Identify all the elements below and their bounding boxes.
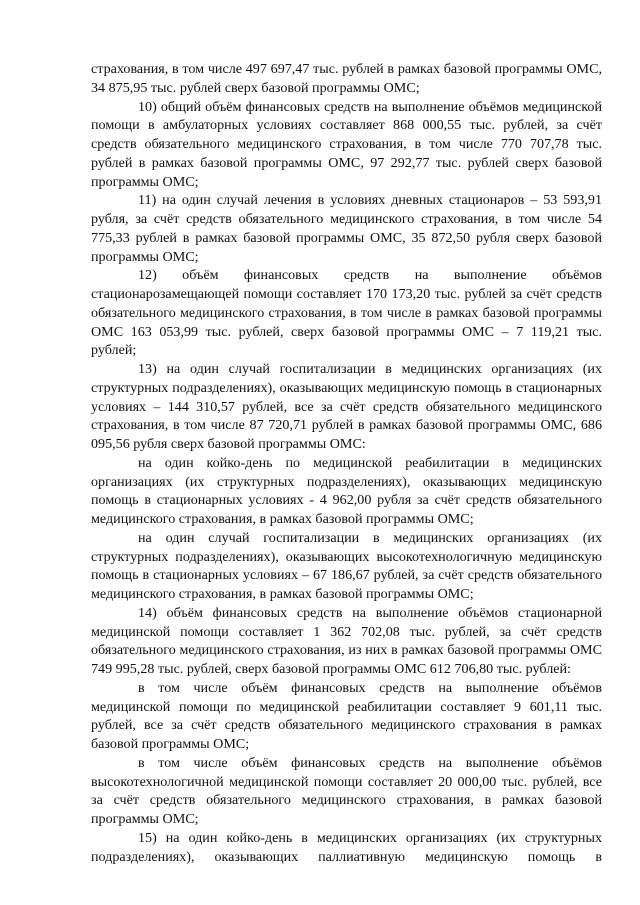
paragraph-item-13: 13) на один случай госпитализации в медицинских организациях (их структурных подразделениях), оказывающих медицинскую помощь в стационарных условиях – 144 310,57 рублей, все за счёт средств обязательного медицинского страхования, в том числе 87 720,71 рублей в рамках базовой программы ОМС, 686 095,56 рубля сверх базовой программы ОМС:: [91, 361, 602, 452]
paragraph-continuation: страхования, в том числе 497 697,47 тыс. рублей в рамках базовой программы ОМС, 34 875,95 тыс. рублей сверх базовой программы ОМС;: [91, 61, 602, 96]
paragraph-item-10: 10) общий объём финансовых средств на выполнение объёмов медицинской помощи в амбулаторных условиях составляет 868 000,55 тыс. рублей, за счёт средств обязательного медицинского страхования, в том числе 770 707,78 тыс. рублей в рамках базовой программы ОМС, 97 292,77 тыс. рублей сверх базовой программы ОМС;: [91, 98, 602, 190]
paragraph-rehabilitation-funding: в том числе объём финансовых средств на выполнение объёмов медицинской помощи по медицинской реабилитации составляет 9 601,11 тыс. рублей, все за счёт средств обязательного медицинского страхования в рамках базовой программы ОМС;: [91, 679, 602, 752]
paragraph-item-14: 14) объём финансовых средств на выполнение объёмов стационарной медицинской помощи составляет 1 362 702,08 тыс. рублей, за счёт средств обязательного медицинского страхования, из них в рамках базовой программы ОМС 749 995,28 тыс. рублей, сверх базовой программы ОМС 612 706,80 тыс. рублей:: [91, 604, 602, 677]
paragraph-item-11: 11) на один случай лечения в условиях дневных стационаров – 53 593,91 рубля, за счёт средств обязательного медицинского страхования, в том числе 54 775,33 рублей в рамках базовой программы ОМС, 35 872,50 рубля сверх базовой программы ОМС;: [91, 192, 602, 265]
paragraph-high-tech-funding: в том числе объём финансовых средств на выполнение объёмов высокотехнологичной медицинской помощи составляет 20 000,00 тыс. рублей, все за счёт средств обязательного медицинского страхования, в рамках базовой программы ОМС;: [91, 754, 602, 827]
paragraph-high-tech-hospitalization: на один случай госпитализации в медицинских организациях (их структурных подразделениях), оказывающих высокотехнологичную медицинскую помощь в стационарных условиях – 67 186,67 рублей, за счёт средств обязательного медицинского страхования, в рамках базовой программы ОМС;: [91, 529, 602, 602]
document-page: [91, 60, 602, 866]
paragraph-rehabilitation-bed-day: на один койко-день по медицинской реабилитации в медицинских организациях (их структурных подразделениях), оказывающих медицинскую помощь в стационарных условиях - 4 962,00 рубля за счёт средств обязательного медицинского страхования, в рамках базовой программы ОМС;: [91, 454, 602, 527]
paragraph-item-15: 15) на один койко-день в медицинских организациях (их структурных подразделениях), оказывающих паллиативную медицинскую помощь в: [91, 829, 602, 865]
paragraph-item-12: 12) объём финансовых средств на выполнение объёмов стационарозамещающей помощи составляет 170 173,20 тыс. рублей за счёт средств обязательного медицинского страхования, в том числе в рамках базовой программы ОМС 163 053,99 тыс. рублей, сверх базовой программы ОМС – 7 119,21 тыс. рублей;: [91, 267, 602, 359]
